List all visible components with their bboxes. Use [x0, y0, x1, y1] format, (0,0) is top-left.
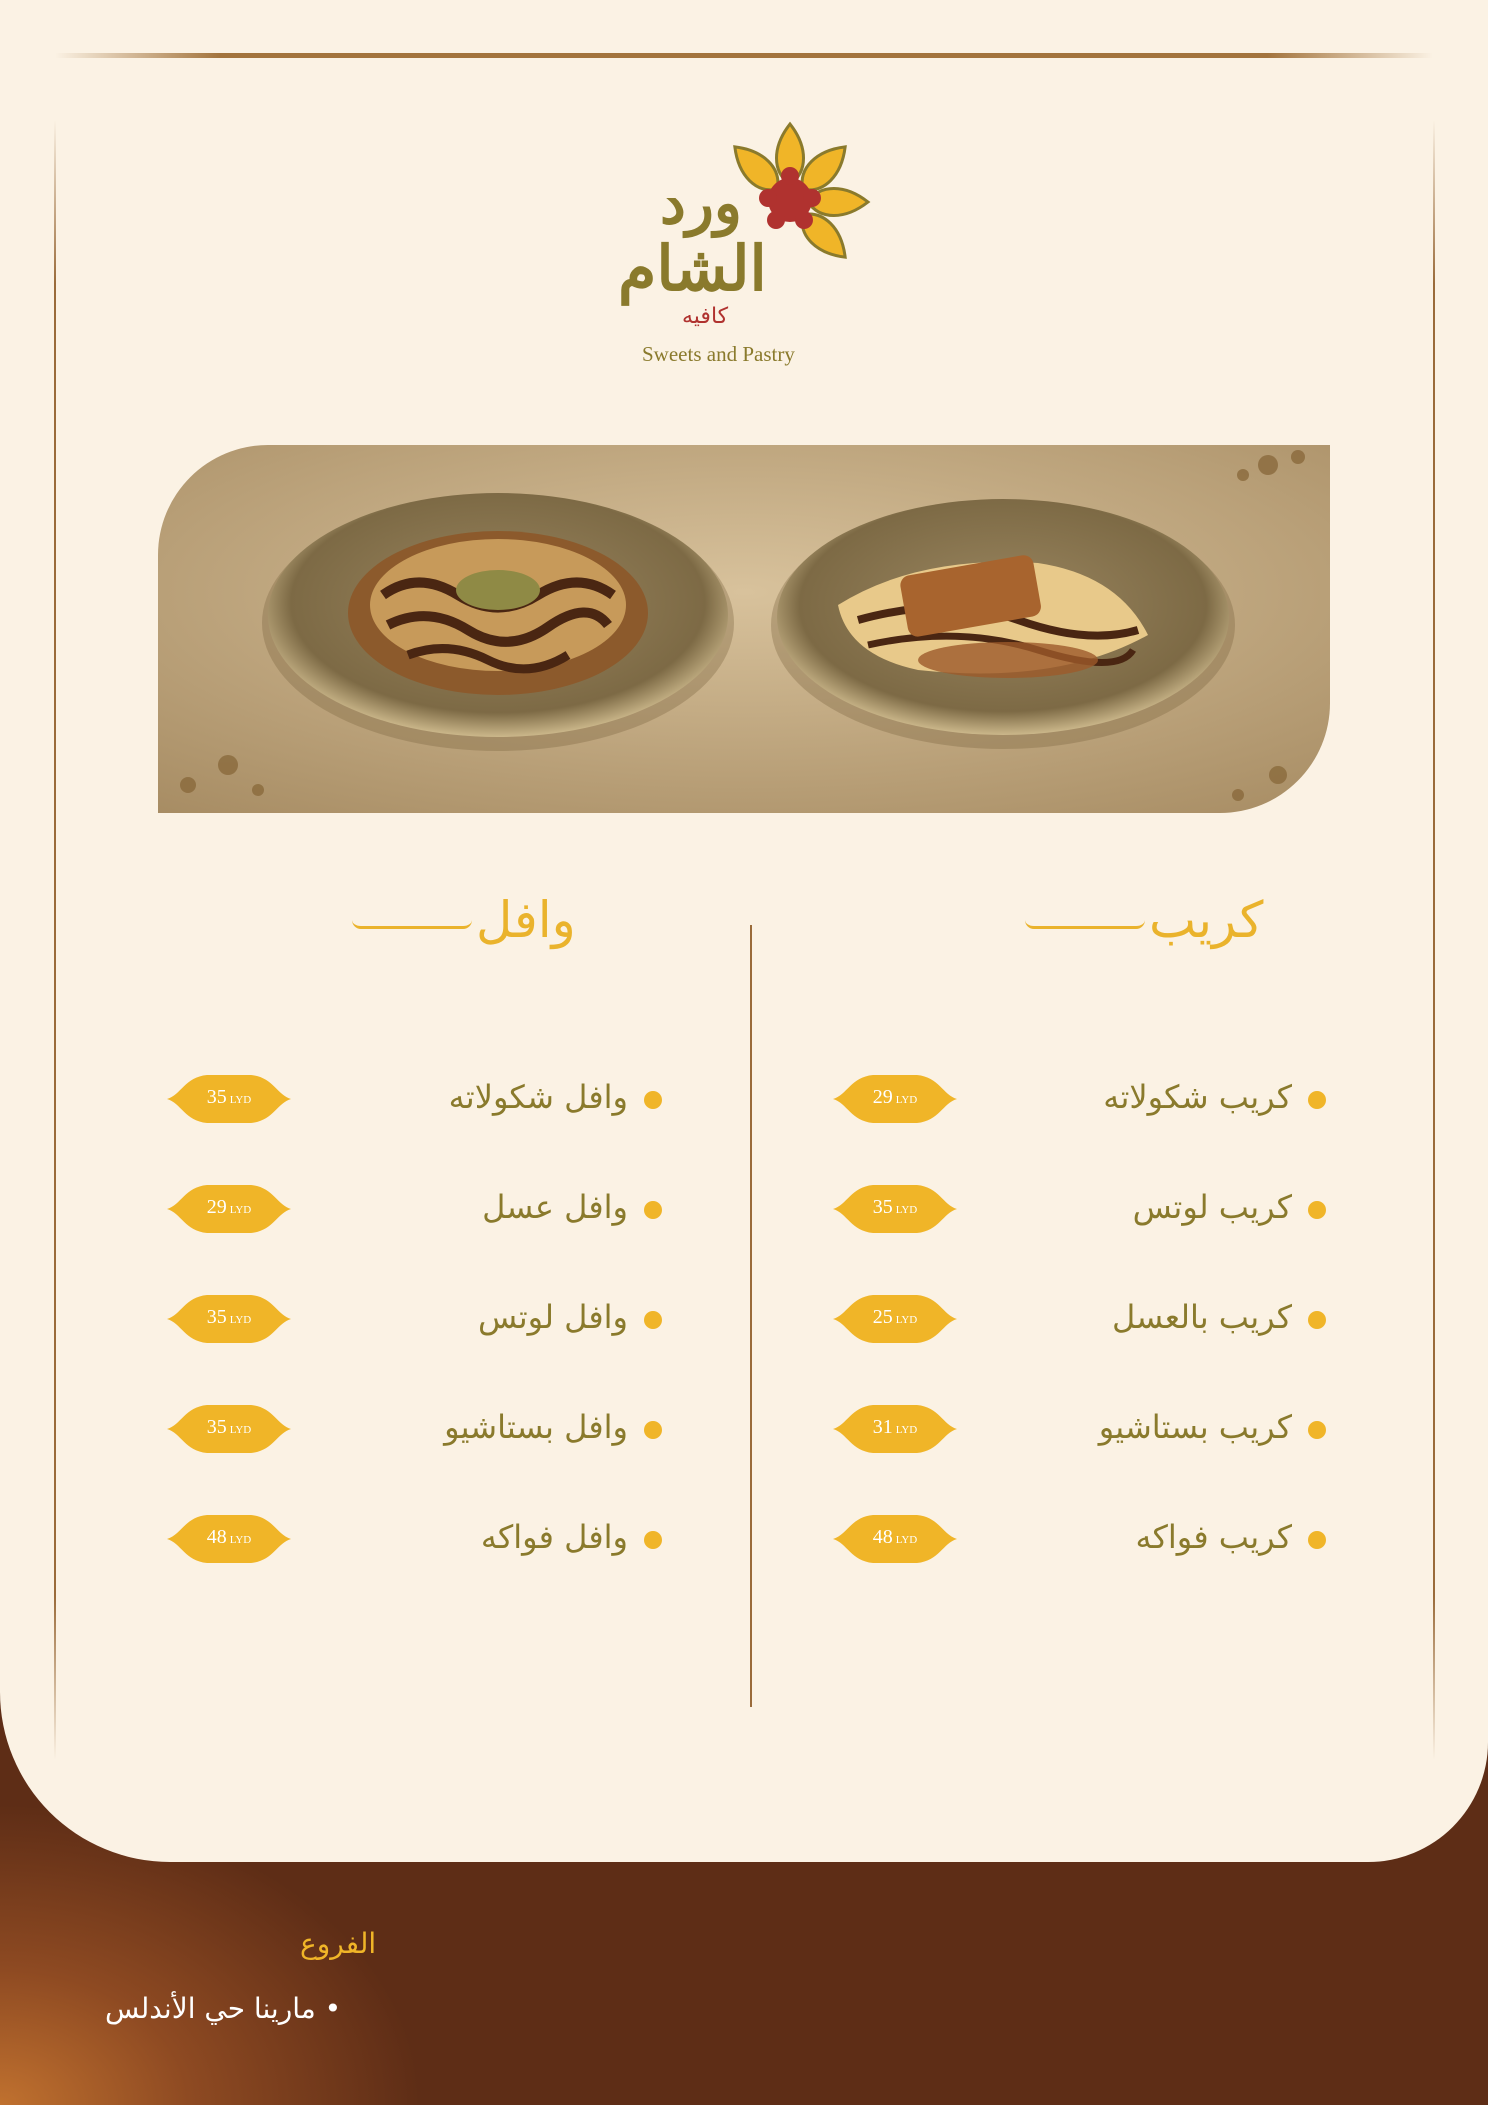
item-name: كريب بستاشيو [1098, 1408, 1292, 1446]
item-name: كريب بالعسل [1111, 1298, 1292, 1336]
left-border [54, 120, 56, 1760]
price-badge: 29 LYD [167, 1183, 291, 1235]
item-name: وافل عسل [482, 1188, 628, 1226]
item-name: كريب شكولاته [1103, 1078, 1292, 1116]
right-border [1433, 120, 1435, 1760]
bullet-icon [644, 1421, 662, 1439]
item-name: وافل لوتس [477, 1298, 628, 1336]
item-name: كريب فواكه [1135, 1518, 1292, 1556]
item-name: وافل فواكه [480, 1518, 628, 1556]
price-badge: 31 LYD [833, 1403, 957, 1455]
bullet-icon [644, 1091, 662, 1109]
title-flourish [1025, 920, 1145, 929]
item-name: وافل بستاشيو [444, 1408, 628, 1446]
bullet-icon [1308, 1091, 1326, 1109]
price-badge: 48 LYD [833, 1513, 957, 1565]
section-title-waffle: وافل [352, 895, 576, 945]
column-divider [750, 925, 752, 1707]
price-badge: 35 LYD [167, 1403, 291, 1455]
section-title-crepe: كريب [1025, 895, 1263, 945]
bullet-icon [644, 1201, 662, 1219]
price-badge: 35 LYD [167, 1073, 291, 1125]
item-name: كريب لوتس [1132, 1188, 1292, 1226]
price-badge: 48 LYD [167, 1513, 291, 1565]
brand-name-line1: ورد [660, 169, 742, 237]
hero-image [158, 445, 1330, 813]
price-badge: 29 LYD [833, 1073, 957, 1125]
brand-tagline: Sweets and Pastry [642, 342, 795, 366]
branches-title: الفروع [300, 1927, 377, 1960]
bullet-icon [1308, 1531, 1326, 1549]
brand-name-line2: الشام [618, 232, 767, 305]
branch-item: • مارينا حي الأندلس [105, 1992, 342, 2025]
price-badge: 25 LYD [833, 1293, 957, 1345]
brand-subtitle: كافيه [682, 304, 729, 329]
item-name: وافل شكولاته [448, 1078, 628, 1116]
bullet-icon [644, 1311, 662, 1329]
top-divider [55, 53, 1433, 58]
bullet-icon [1308, 1201, 1326, 1219]
bullet-icon [1308, 1311, 1326, 1329]
brand-logo [600, 110, 900, 370]
bullet-icon [644, 1531, 662, 1549]
title-flourish [352, 920, 472, 929]
price-badge: 35 LYD [167, 1293, 291, 1345]
price-badge: 35 LYD [833, 1183, 957, 1235]
bullet-icon [1308, 1421, 1326, 1439]
